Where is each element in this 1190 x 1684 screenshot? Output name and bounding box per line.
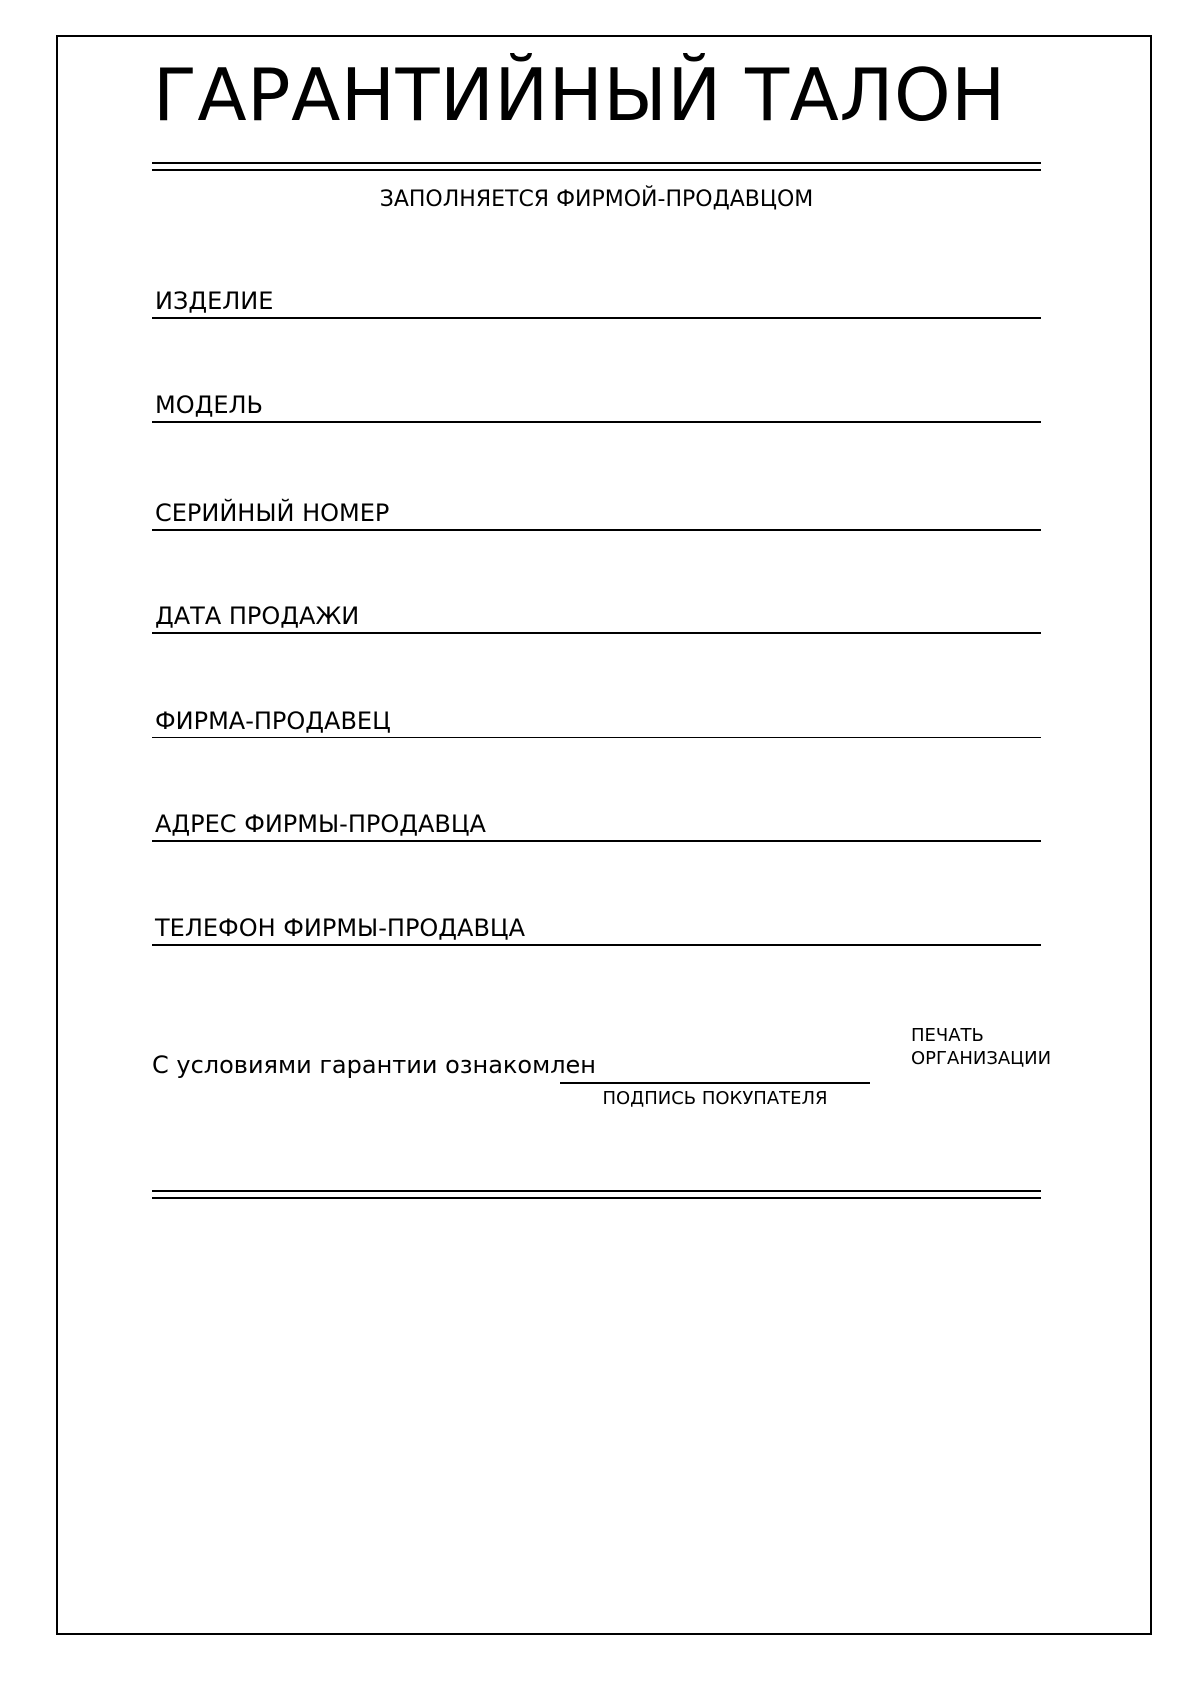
field-serial-number[interactable] (152, 497, 1041, 531)
field-product-label: ИЗДЕЛИЕ (155, 287, 274, 315)
field-seller[interactable] (152, 704, 1041, 738)
field-model[interactable] (152, 389, 1041, 423)
field-sale-date[interactable] (152, 600, 1041, 634)
signature-line[interactable] (560, 1082, 870, 1084)
signature-caption: ПОДПИСЬ ПОКУПАТЕЛЯ (602, 1088, 828, 1109)
field-seller-phone-label: ТЕЛЕФОН ФИРМЫ-ПРОДАВЦА (155, 914, 525, 942)
field-seller-address[interactable] (152, 808, 1041, 842)
field-seller-phone[interactable] (152, 912, 1041, 946)
field-product[interactable] (152, 285, 1041, 319)
stamp-area (911, 1024, 1051, 1070)
bottom-double-divider (152, 1190, 1041, 1199)
top-double-divider (152, 162, 1041, 171)
field-sale-date-label: ДАТА ПРОДАЖИ (155, 602, 360, 630)
page-title: ГАРАНТИЙНЫЙ ТАЛОН (153, 53, 1006, 137)
field-seller-address-label: АДРЕС ФИРМЫ-ПРОДАВЦА (155, 810, 486, 838)
warranty-acknowledgement: С условиями гарантии ознакомлен (152, 1051, 596, 1079)
field-model-label: МОДЕЛЬ (155, 391, 264, 419)
subtitle: ЗАПОЛНЯЕТСЯ ФИРМОЙ-ПРОДАВЦОМ (379, 187, 814, 212)
field-seller-label: ФИРМА-ПРОДАВЕЦ (155, 707, 391, 735)
field-serial-number-label: СЕРИЙНЫЙ НОМЕР (155, 499, 390, 527)
stamp-label-line1: ПЕЧАТЬ (911, 1025, 984, 1046)
stamp-label-line2: ОРГАНИЗАЦИИ (911, 1048, 1052, 1069)
